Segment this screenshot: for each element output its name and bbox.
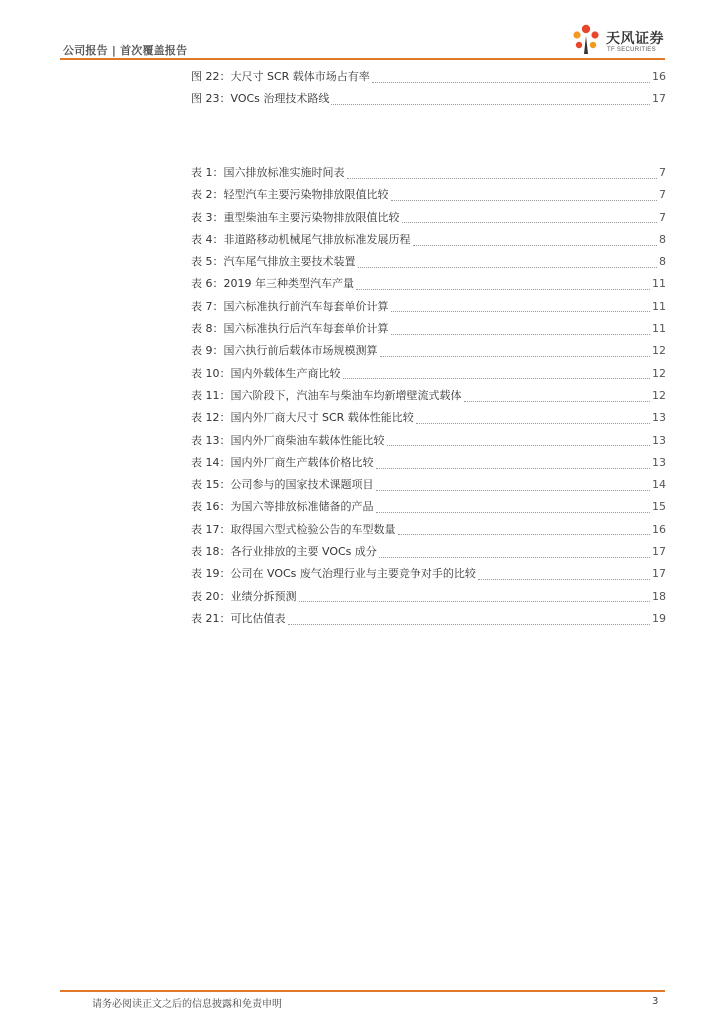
- toc-entry[interactable]: [191, 409, 666, 431]
- figure-list: [191, 68, 666, 113]
- toc-entry-page: 14: [652, 478, 666, 492]
- toc-entry-label: 表 14：国内外厂商生产载体价格比较: [191, 455, 374, 469]
- page-number: 3: [652, 996, 659, 1007]
- toc-entry-label: 表 7：国六标准执行前汽车每套单价计算: [191, 299, 389, 313]
- toc-entry-label: 表 19：公司在 VOCs 废气治理行业与主要竞争对手的比较: [191, 567, 476, 581]
- toc-entry-label: 图 22：大尺寸 SCR 载体市场占有率: [191, 70, 370, 83]
- dot-leader: [343, 378, 651, 379]
- logo-english-name: TF SECURITIES: [607, 47, 656, 53]
- dot-leader: [376, 468, 651, 469]
- toc-entry[interactable]: [191, 209, 666, 231]
- toc-entry[interactable]: [191, 298, 666, 320]
- toc-entry[interactable]: [191, 253, 666, 275]
- toc-entry-label: 表 18：各行业排放的主要 VOCs 成分: [191, 545, 377, 559]
- toc-entry[interactable]: [191, 186, 666, 208]
- dot-leader: [331, 104, 650, 105]
- toc-entry[interactable]: [191, 543, 666, 565]
- toc-entry-page: 12: [652, 344, 666, 358]
- toc-entry-label: 表 13：国内外厂商柴油车载体性能比较: [191, 433, 385, 447]
- toc-entry-label: 表 15：公司参与的国家技术课题项目: [191, 478, 374, 492]
- toc-entry-label: 表 16：为国六等排放标准储备的产品: [191, 500, 374, 514]
- toc-entry-label: 表 11：国六阶段下，汽油车与柴油车均新增壁流式载体: [191, 388, 462, 402]
- toc-entry-page: 16: [652, 522, 666, 536]
- dot-leader: [379, 557, 650, 558]
- toc-entry[interactable]: [191, 231, 666, 253]
- toc-entry-label: 表 21：可比估值表: [191, 611, 286, 625]
- toc-entry[interactable]: [191, 387, 666, 409]
- dot-leader: [391, 334, 651, 335]
- toc-entry-label: 表 1：国六排放标准实施时间表: [191, 166, 345, 179]
- toc-entry-page: 16: [652, 70, 666, 83]
- toc-entry[interactable]: [191, 565, 666, 587]
- toc-entry-label: 表 3：重型柴油车主要污染物排放限值比较: [191, 210, 400, 224]
- dot-leader: [416, 423, 650, 424]
- toc-entry[interactable]: [191, 90, 666, 112]
- toc-entry-page: 8: [659, 255, 666, 269]
- toc-entry-page: 11: [652, 277, 666, 291]
- toc-entry[interactable]: [191, 432, 666, 454]
- table-list: [191, 164, 666, 632]
- toc-entry-page: 7: [659, 210, 666, 224]
- toc-entry[interactable]: [191, 164, 666, 186]
- dot-leader: [288, 624, 651, 625]
- toc-entry-label: 表 4：非道路移动机械尾气排放标准发展历程: [191, 232, 411, 246]
- dot-leader: [402, 222, 658, 223]
- dot-leader: [387, 445, 651, 446]
- toc-entry-page: 12: [652, 388, 666, 402]
- toc-entry[interactable]: [191, 521, 666, 543]
- toc-entry-page: 7: [659, 188, 666, 202]
- footer-divider: [60, 990, 665, 992]
- toc-entry-label: 表 20：业绩分拆预测: [191, 589, 297, 603]
- toc-entry-page: 12: [652, 366, 666, 380]
- toc-entry[interactable]: [191, 320, 666, 342]
- dot-leader: [380, 356, 651, 357]
- toc-entry-label: 表 2：轻型汽车主要污染物排放限值比较: [191, 188, 389, 202]
- dot-leader: [347, 178, 658, 179]
- dot-leader: [398, 534, 651, 535]
- toc-entry[interactable]: [191, 68, 666, 90]
- toc-entry[interactable]: [191, 476, 666, 498]
- toc-entry-page: 17: [652, 567, 666, 581]
- header-divider: [60, 58, 665, 60]
- dot-leader: [391, 200, 658, 201]
- toc-entry[interactable]: [191, 610, 666, 632]
- dot-leader: [391, 311, 651, 312]
- dot-leader: [478, 579, 650, 580]
- logo-chinese-name: 天风证券: [606, 31, 664, 47]
- toc-entry-page: 18: [652, 589, 666, 603]
- toc-entry-page: 13: [652, 433, 666, 447]
- toc-entry-label: 表 12：国内外厂商大尺寸 SCR 载体性能比较: [191, 411, 414, 425]
- toc-entry-page: 7: [659, 166, 666, 179]
- dot-leader: [376, 490, 651, 491]
- toc-entry-page: 11: [652, 322, 666, 336]
- dot-leader: [413, 245, 658, 246]
- dot-leader: [376, 512, 651, 513]
- toc-entry-label: 表 6：2019 年三种类型汽车产量: [191, 277, 354, 291]
- toc-entry[interactable]: [191, 342, 666, 364]
- dot-leader: [356, 289, 650, 290]
- toc-entry-page: 13: [652, 411, 666, 425]
- toc-entry-label: 表 10：国内外载体生产商比较: [191, 366, 341, 380]
- toc-entry-label: 表 9：国六执行前后载体市场规模测算: [191, 344, 378, 358]
- toc-entry-page: 15: [652, 500, 666, 514]
- toc-entry[interactable]: [191, 275, 666, 297]
- toc-entry-page: 8: [659, 232, 666, 246]
- toc-entry-page: 13: [652, 455, 666, 469]
- dot-leader: [372, 82, 650, 83]
- toc-entry-page: 17: [652, 545, 666, 559]
- toc-entry[interactable]: [191, 365, 666, 387]
- toc-entry-label: 图 23：VOCs 治理技术路线: [191, 92, 330, 106]
- toc-entry-label: 表 17：取得国六型式检验公告的车型数量: [191, 522, 396, 536]
- company-logo: [568, 22, 668, 58]
- toc-entry-page: 17: [652, 92, 666, 106]
- toc-entry-page: 11: [652, 299, 666, 313]
- dot-leader: [358, 267, 658, 268]
- toc-entry[interactable]: [191, 454, 666, 476]
- toc-entry-label: 表 8：国六标准执行后汽车每套单价计算: [191, 322, 389, 336]
- dot-leader: [464, 401, 651, 402]
- footer-disclaimer: 请务必阅读正文之后的信息披露和免责申明: [92, 999, 282, 1010]
- toc-entry-label: 表 5：汽车尾气排放主要技术装置: [191, 255, 356, 269]
- toc-entry[interactable]: [191, 588, 666, 610]
- dot-leader: [299, 601, 651, 602]
- logo-flower-icon: [568, 22, 604, 58]
- toc-entry-page: 19: [652, 611, 666, 625]
- report-type-header: 公司报告 | 首次覆盖报告: [63, 44, 188, 57]
- toc-entry[interactable]: [191, 498, 666, 520]
